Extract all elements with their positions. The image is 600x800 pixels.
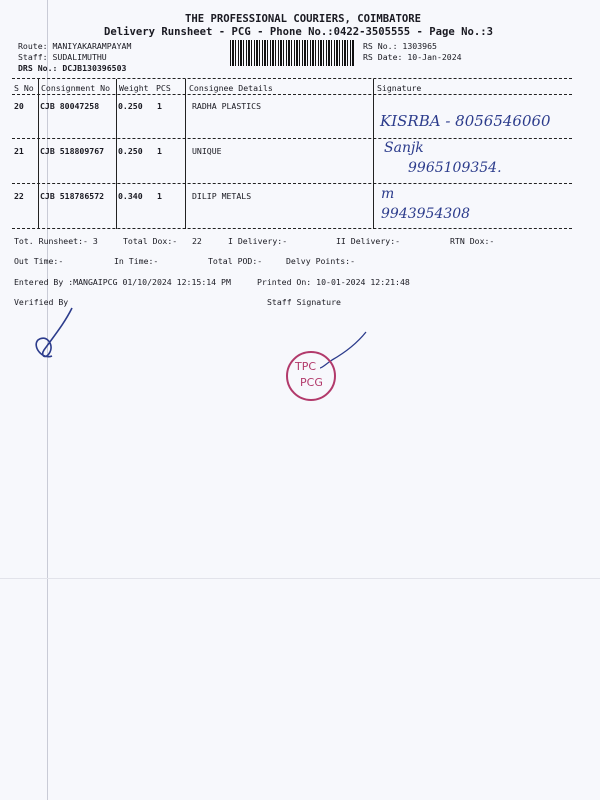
col-header-pcs: PCS xyxy=(156,83,171,93)
fold-line-vertical xyxy=(47,0,48,800)
rs-number: RS No.: 1303965 xyxy=(363,41,437,51)
staff-label: Staff: SUDALIMUTHU xyxy=(18,52,107,62)
i-delivery: I Delivery:- xyxy=(228,236,288,246)
row-pcs: 1 xyxy=(157,146,162,156)
col-divider-1 xyxy=(38,79,39,229)
row-pcs: 1 xyxy=(157,101,162,111)
col-header-consignment: Consignment No xyxy=(41,83,111,93)
row-signature-handwriting: Sanjk xyxy=(384,140,424,156)
rs-date: RS Date: 10-Jan-2024 xyxy=(363,52,462,62)
stamp-text-bottom: PCG xyxy=(300,376,323,389)
row-sno: 22 xyxy=(14,191,24,201)
col-divider-2 xyxy=(116,79,117,229)
row-signature-phone: 9943954308 xyxy=(381,206,471,222)
row-consignee: UNIQUE xyxy=(192,146,222,156)
rtn-dox: RTN Dox:- xyxy=(450,236,495,246)
route-label: Route: MANIYAKARAMPAYAM xyxy=(18,41,132,51)
row-signature-handwriting: m xyxy=(381,186,395,202)
total-dox-label: Total Dox:- xyxy=(123,236,178,246)
barcode-image xyxy=(230,40,355,66)
row-weight: 0.340 xyxy=(118,191,143,201)
row-weight: 0.250 xyxy=(118,146,143,156)
col-divider-4 xyxy=(373,79,374,229)
row-sno: 21 xyxy=(14,146,24,156)
row-rule-2 xyxy=(12,183,572,184)
stamp-text-top: TPC xyxy=(295,360,317,373)
table-header-rule xyxy=(12,94,572,95)
row-consignee: RADHA PLASTICS xyxy=(192,101,262,111)
total-dox-value: 22 xyxy=(192,236,202,246)
col-header-sno: S No xyxy=(14,83,34,93)
col-header-weight: Weight xyxy=(119,83,149,93)
col-divider-3 xyxy=(185,79,186,229)
row-rule-1 xyxy=(12,138,572,139)
row-signature-handwriting: KISRBA - 8056546060 xyxy=(380,112,551,130)
out-time: Out Time:- xyxy=(14,256,64,266)
ii-delivery: II Delivery:- xyxy=(336,236,401,246)
verified-by-label: Verified By xyxy=(14,297,69,307)
drs-number: DRS No.: DCJB130396503 xyxy=(18,63,127,73)
row-consignment: CJB 518809767 xyxy=(40,146,105,156)
col-header-signature: Signature xyxy=(377,83,422,93)
row-consignee: DILIP METALS xyxy=(192,191,252,201)
runsheet-subtitle: Delivery Runsheet - PCG - Phone No.:0422-3505555 - Page No.:3 xyxy=(104,26,494,38)
row-weight: 0.250 xyxy=(118,101,143,111)
tot-runsheet: Tot. Runsheet:- 3 xyxy=(14,236,98,246)
row-consignment: CJB 518786572 xyxy=(40,191,105,201)
company-stamp xyxy=(286,351,336,401)
verified-signature-scribble xyxy=(28,306,78,366)
in-time: In Time:- xyxy=(114,256,159,266)
row-rule-3 xyxy=(12,228,572,229)
fold-line-horizontal xyxy=(0,578,600,579)
row-signature-phone: 9965109354. xyxy=(408,160,502,176)
table-top-rule xyxy=(12,78,572,79)
row-sno: 20 xyxy=(14,101,24,111)
entered-by: Entered By :MANGAIPCG 01/10/2024 12:15:14 PM xyxy=(14,277,231,287)
staff-signature-label: Staff Signature xyxy=(267,297,341,307)
total-pod: Total POD:- xyxy=(208,256,263,266)
row-pcs: 1 xyxy=(157,191,162,201)
company-title: THE PROFESSIONAL COURIERS, COIMBATORE xyxy=(185,13,421,25)
delvy-points: Delvy Points:- xyxy=(286,256,356,266)
row-consignment: CJB 80047258 xyxy=(40,101,100,111)
printed-on: Printed On: 10-01-2024 12:21:48 xyxy=(257,277,410,287)
col-header-consignee: Consignee Details xyxy=(189,83,273,93)
